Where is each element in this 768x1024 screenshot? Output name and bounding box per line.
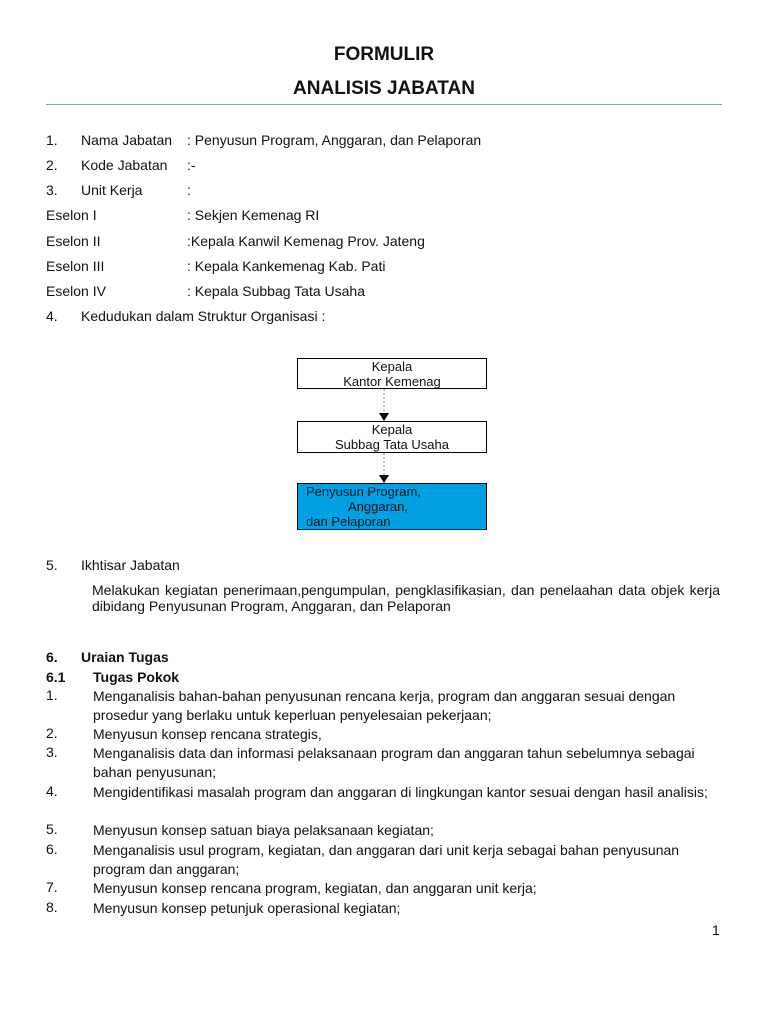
list-item-number: 7. xyxy=(46,879,58,895)
org-box-penyusun xyxy=(297,483,487,530)
form-subtitle: ANALISIS JABATAN xyxy=(293,78,475,99)
list-item-text: Menyusun konsep rencana strategis, xyxy=(93,726,322,742)
list-item-number: 4. xyxy=(46,783,58,799)
org-box-line: dan Pelaporan xyxy=(306,514,391,529)
list-item-text: Menganalisis usul program, kegiatan, dan anggaran dari unit kerja sebagai bahan penyusunan program dan anggaran; xyxy=(93,842,680,877)
list-item-text: Menyusun konsep satuan biaya pelaksanaan kegiatan; xyxy=(93,822,434,838)
list-item-text: Menyusun konsep petunjuk operasional kegiatan; xyxy=(93,900,401,916)
field-value: :- xyxy=(187,157,196,173)
list-item-text: Mengidentifikasi masalah program dan anggaran di lingkungan kantor sesuai dengan hasil analisis; xyxy=(93,784,708,800)
section-number: 5. xyxy=(46,557,58,573)
org-box-line: Kepala xyxy=(371,359,413,374)
arrow-down-icon xyxy=(379,413,389,421)
field-number: 3. xyxy=(46,182,58,198)
field-number: 1. xyxy=(46,132,58,148)
ikhtisar-paragraph: Melakukan kegiatan penerimaan,pengumpulan, pengklasifikasian, dan penelaahan data objek kerja dibidang Penyusunan Program, Anggaran, dan Pelaporan xyxy=(92,582,720,614)
org-box-line: Anggaran, xyxy=(348,499,408,514)
list-item-number: 6. xyxy=(46,841,58,857)
field-value: : Kepala Subbag Tata Usaha xyxy=(187,283,365,299)
field-value: : Sekjen Kemenag RI xyxy=(187,207,320,223)
arrow-down-icon xyxy=(379,475,389,483)
field-label: Kedudukan dalam Struktur Organisasi : xyxy=(81,308,326,324)
list-item-text: Menganalisis bahan-bahan penyusunan rencana kerja, program dan anggaran sesuai dengan prosedur yang berlaku untuk keperluan penyelesaian pekerjaan; xyxy=(93,688,676,723)
field-value: : Penyusun Program, Anggaran, dan Pelaporan xyxy=(187,132,482,148)
org-box-line: Kantor Kemenag xyxy=(343,374,441,389)
subsection-number: 6.1 xyxy=(46,669,66,685)
org-box-kepala-kantor xyxy=(297,358,487,389)
section-label: Uraian Tugas xyxy=(81,649,169,665)
field-label: Eselon II xyxy=(46,233,101,249)
list-item-number: 5. xyxy=(46,821,58,837)
org-box-line: Penyusun Program, xyxy=(306,484,421,499)
field-label: Kode Jabatan xyxy=(81,157,168,173)
field-number: 4. xyxy=(46,308,58,324)
list-item-number: 2. xyxy=(46,725,58,741)
list-item-number: 3. xyxy=(46,744,58,760)
org-box-line: Kepala xyxy=(371,422,413,437)
field-label: Eselon IV xyxy=(46,283,106,299)
field-label: Nama Jabatan xyxy=(81,132,173,148)
field-value: : xyxy=(187,182,191,198)
field-value: : Kepala Kankemenag Kab. Pati xyxy=(187,258,386,274)
field-label: Eselon I xyxy=(46,207,97,223)
list-item-number: 1. xyxy=(46,687,58,703)
field-label: Unit Kerja xyxy=(81,182,143,198)
section-number: 6. xyxy=(46,649,58,665)
field-label: Eselon III xyxy=(46,258,105,274)
org-box-kepala-subbag xyxy=(297,421,487,453)
list-item-text: Menyusun konsep rencana program, kegiatan, dan anggaran unit kerja; xyxy=(93,880,537,896)
page-number: 1 xyxy=(712,922,720,938)
subsection-label: Tugas Pokok xyxy=(93,669,180,685)
list-item-number: 8. xyxy=(46,899,58,915)
org-box-line: Subbag Tata Usaha xyxy=(335,437,449,452)
form-title: FORMULIR xyxy=(333,44,435,65)
list-item-text: Menganalisis data dan informasi pelaksanaan program dan anggaran tahun sebelumnya sebagai bahan penyusunan; xyxy=(93,745,695,780)
field-number: 2. xyxy=(46,157,58,173)
field-value: :Kepala Kanwil Kemenag Prov. Jateng xyxy=(187,233,425,249)
section-label: Ikhtisar Jabatan xyxy=(81,557,180,573)
